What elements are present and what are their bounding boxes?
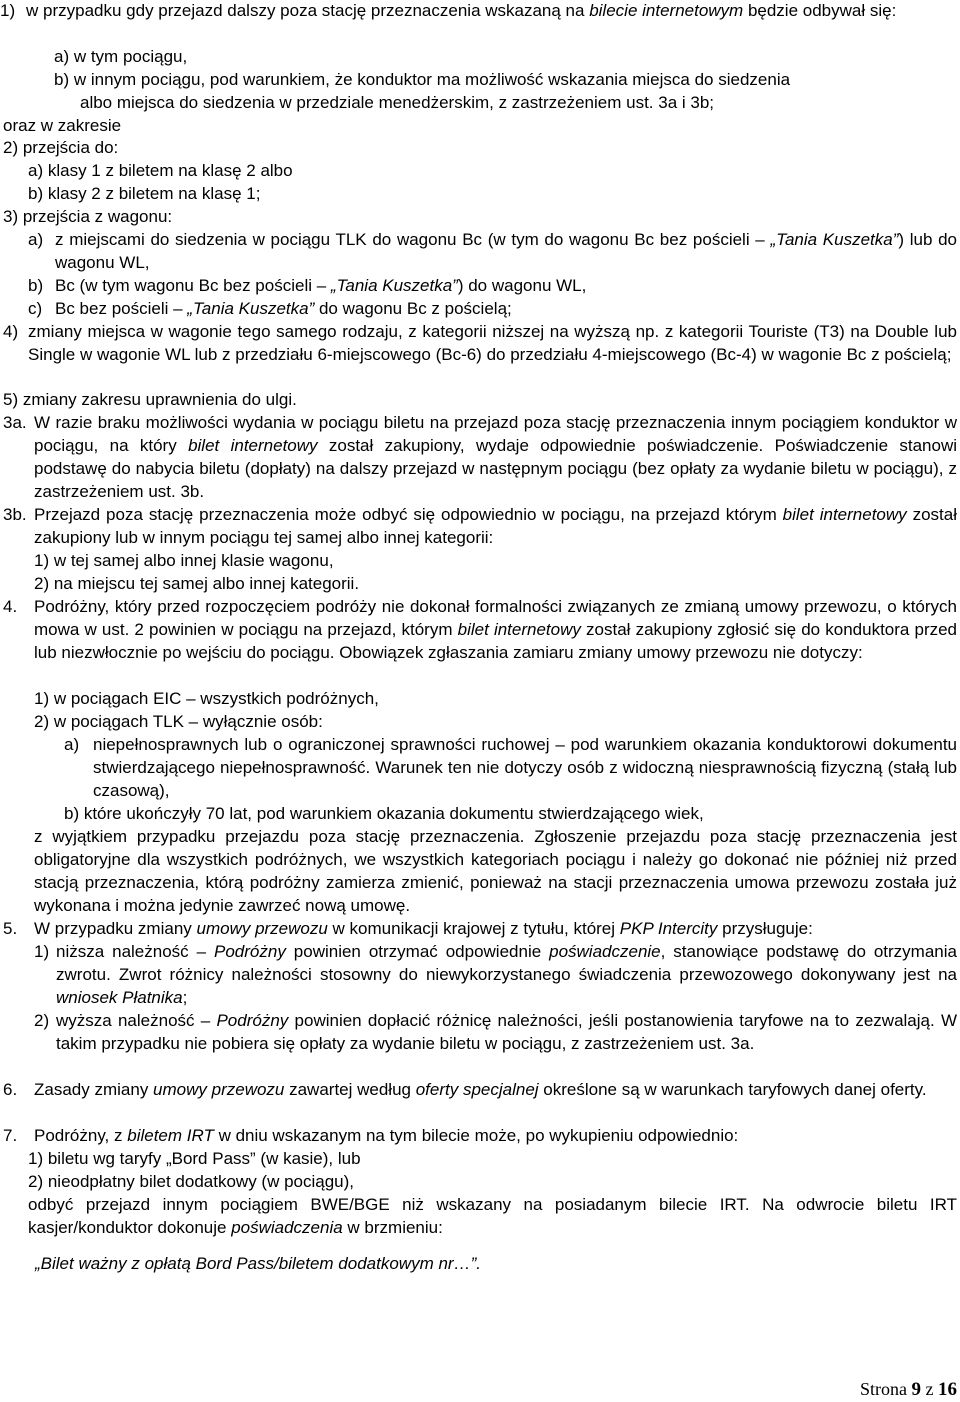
list-item-2a: a) klasy 1 z biletem na klasę 2 albo: [28, 161, 293, 181]
section-7-item-2: 2) nieodpłatny bilet dodatkowy (w pociągu),: [28, 1172, 355, 1191]
section-4-item-1: 1) w pociągach EIC – wszystkich podróżnych,: [34, 689, 379, 708]
section-7: 7. Podróżny, z biletem IRT w dniu wskazanym na tym bilecie może, po wykupieniu odpowiednio:: [3, 1126, 739, 1145]
section-5: 5. W przypadku zmiany umowy przewozu w komunikacji krajowej z tytułu, której PKP Intercity przysługuje:: [3, 919, 813, 938]
page-number: Strona 9 z 16: [860, 1379, 957, 1400]
section-3b-item-2: 2) na miejscu tej samej albo innej kategorii.: [34, 574, 360, 593]
section-4: 4. Podróżny, który przed rozpoczęciem podróży nie dokonał formalności związanych ze zmianą umowy przewozu, o których mowa w ust. 2 powinien w pociągu na przejazd, którym bilet internetowy został zakupiony zgłosić się do konduktora przed lub niezwłocznie po wejściu do pociągu. Obowiązek zgłaszania zamiaru zmiany umowy przewozu nie dotyczy:: [3, 597, 958, 662]
section-3b: 3b. Przejazd poza stację przeznaczenia może odbyć się odpowiednio w pociągu, na przejazd którym bilet internetowy został zakupiony lub w innym pociągu tej samej albo innej kategorii:: [3, 505, 957, 547]
section-4-item-2: 2) w pociągach TLK – wyłącznie osób:: [34, 712, 323, 731]
section-7-quote: „Bilet ważny z opłatą Bord Pass/biletem dodatkowym nr…”.: [35, 1254, 481, 1273]
list-item-1a: a) w tym pociągu,: [54, 46, 188, 66]
section-6: 6. Zasady zmiany umowy przewozu zawartej według oferty specjalnej określone są w warunkach taryfowych danej oferty.: [3, 1080, 927, 1099]
section-5-item-2: 2) wyższa należność – Podróżny powinien dopłacić różnicę należności, jeśli postanowienia taryfowe na to zezwalają. W takim przypadku nie pobiera się opłaty za wydanie biletu w pociągu, z zastrzeżeniem ust. 3a.: [34, 1011, 958, 1053]
list-item-3c: c) Bc bez pościeli – „Tania Kuszetka” do wagonu Bc z pościelą;: [28, 298, 512, 318]
section-3b-item-1: 1) w tej samej albo innej klasie wagonu,: [34, 551, 334, 570]
item-text: w przypadku gdy przejazd dalszy poza stację przeznaczenia wskazaną na bilecie internetowym będzie odbywał się:: [26, 1, 897, 20]
list-item-1: [0, 0, 960, 23]
list-item-3: 3) przejścia z wagonu:: [3, 207, 173, 227]
list-item-1b-cont: albo miejsca do siedzenia w przedziale menedżerskim, z zastrzeżeniem ust. 3a i 3b;: [80, 92, 715, 112]
item-number: 1): [0, 1, 16, 20]
list-item-3b: b) Bc (w tym wagonu Bc bez pościeli – „Tania Kuszetka”) do wagonu WL,: [28, 275, 587, 295]
list-item-2b: b) klasy 2 z biletem na klasę 1;: [28, 184, 261, 204]
section-5-item-1: 1) niższa należność – Podróżny powinien otrzymać odpowiednie poświadczenie, stanowiące podstawę do otrzymania zwrotu. Zwrot różnicy należności stosowny do niewykorzystanego świadczenia przewozowego dokonywany jest na wniosek Płatnika;: [34, 942, 957, 1007]
list-item-5: 5) zmiany zakresu uprawnienia do ulgi.: [3, 390, 297, 410]
list-item-3a: a) z miejscami do siedzenia w pociągu TLK do wagonu Bc (w tym do wagonu Bc bez pościeli – „Tania Kuszetka”) lub do wagonu WL,: [28, 230, 958, 272]
section-7-tail: odbyć przejazd innym pociągiem BWE/BGE niż wskazany na posiadanym bilecie IRT. Na odwrocie biletu IRT kasjer/konduktor dokonuje poświadczenia w brzmieniu:: [28, 1195, 957, 1237]
section-7-item-1: 1) biletu wg taryfy „Bord Pass” (w kasie), lub: [28, 1149, 361, 1168]
section-4-item-2a: a) niepełnosprawnych lub o ograniczonej sprawności ruchowej – pod warunkiem okazania konduktorowi dokumentu stwierdzającego niepełnosprawność. Warunek ten nie dotyczy osób z widoczną niesprawnością fizyczną (stałą lub czasową),: [64, 735, 957, 800]
list-item-4: 4) zmiany miejsca w wagonie tego samego rodzaju, z kategorii niższej na wyższą np. z kategorii Touriste (T3) na Double lub Single w wagonie WL lub z przedziału 6-miejscowego (Bc-6) do przedziału 4-miejscowego (Bc-4) w wagonie Bc z pościelą;: [3, 321, 957, 364]
paragraph-oraz: oraz w zakresie: [3, 115, 122, 135]
list-item-1b: b) w innym pociągu, pod warunkiem, że konduktor ma możliwość wskazania miejsca do siedzenia: [54, 69, 791, 89]
section-4-item-2b: b) które ukończyły 70 lat, pod warunkiem okazania dokumentu stwierdzającego wiek,: [64, 804, 704, 823]
section-3a: 3a. W razie braku możliwości wydania w pociągu biletu na przejazd poza stację przeznaczenia innym pociągiem konduktor w pociągu, na który bilet internetowy został zakupiony, wydaje odpowiednie poświadczenie. Poświadczenie stanowi podstawę do nabycia biletu (dopłaty) na dalszy przejazd w następnym pociągu (bez opłaty za wydanie biletu w pociągu), z zastrzeżeniem ust. 3b.: [3, 413, 958, 501]
list-item-2: 2) przejścia do:: [3, 138, 119, 158]
section-4-tail: z wyjątkiem przypadku przejazdu poza stację przeznaczenia. Zgłoszenie przejazdu poza stację przeznaczenia jest obligatoryjne dla wszystkich podróżnych, we wszystkich kategoriach pociągu i należy go dokonać nie później niż przed stacją przeznaczenia, którą podróżny zamierza zmienić, ponieważ na stacji przeznaczenia umowa przewozu została już wykonana i można jedynie zawrzeć nową umowę.: [34, 827, 957, 915]
